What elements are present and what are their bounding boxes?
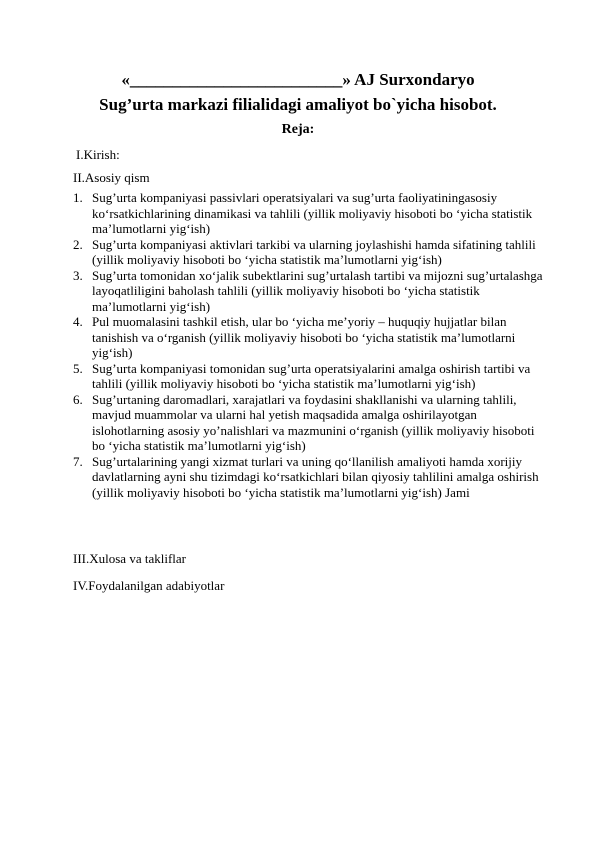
list-item	[73, 454, 543, 501]
list-item-number: 6.	[73, 391, 83, 407]
list-item-text: Sug’urta kompaniyasi tomonidan sug’urta operatsiyalarini amalga oshirish tartibi va tahlili (yillik moliyaviy hisoboti bo ‘yicha statistik ma’lumotlarni yig‘ish)	[92, 360, 531, 391]
section-conclusion: III.Xulosa va takliflar	[73, 551, 186, 566]
list-item	[73, 268, 543, 315]
list-item-number: 1.	[73, 190, 83, 205]
list-item-number: 3.	[73, 267, 83, 283]
list-item	[73, 392, 543, 454]
list-item-text: Pul muomalasini tashkil etish, ular bo ‘yicha me’yoriy – huquqiy hujjatlar bilan tanishish va o‘rganish (yillik moliyaviy hisoboti bo ‘yicha statistik ma’lumotlarni yig‘ish)	[92, 314, 516, 360]
list-item-text: Sug’urta kompaniyasi aktivlari tarkibi va ularning joylashishi hamda sifatining tahlili (yillik moliyaviy hisoboti bo ‘yicha statistik ma’lumotlarni yig‘ish)	[92, 236, 536, 267]
list-item	[73, 190, 543, 237]
section-intro: I.Kirish:	[76, 147, 120, 162]
section-references: IV.Foydalanilgan adabiyotlar	[73, 578, 225, 593]
list-item-text: Sug’urta kompaniyasi passivlari operatsiyalari va sug’urta faoliyatiningasosiy ko‘rsatkichlarining dinamikasi va tahlili (yillik moliyaviy hisoboti bo ‘yicha statistik ma’lumotlarni yig‘ish)	[92, 190, 533, 236]
list-item-number: 7.	[73, 453, 83, 469]
list-item-number: 4.	[73, 314, 83, 329]
section-main: II.Asosiy qism	[73, 170, 150, 185]
list-item	[73, 314, 543, 361]
list-item	[73, 237, 543, 268]
plan-heading: Reja:	[281, 122, 315, 137]
list-item-number: 2.	[73, 236, 83, 252]
list-item-text: Sug’urtaning daromadlari, xarajatlari va foydasini shakllanishi va ularning tahlili, mavjud muammolar va ularni hal yetish maqsadida amalga oshirilayotgan islohotlarning asosiy yo’nalishlari va mazmunini o‘rganish (yillik moliyaviy hisoboti bo ‘yicha statistik ma’lumotlarni yig‘ish)	[92, 391, 535, 453]
list-item-text: Sug’urta tomonidan xo‘jalik subektlarini sug’urtalash tartibi va mijozni sug’urtalashga layoqatliligini baholash tahlili (yillik moliyaviy hisoboti bo ‘yicha statistik ma’lumotlarni yig‘ish)	[92, 267, 543, 314]
plan-item-list	[73, 190, 543, 500]
report-title-line2: Sug’urta markazi filialidagi amaliyot bo`yicha hisobot.	[99, 95, 497, 114]
report-title-line1: «_________________________» AJ Surxondaryo	[121, 70, 475, 89]
list-item-text: Sug’urtalarining yangi xizmat turlari va uning qo‘llanilish amaliyoti hamda xorijiy davlatlarning ayni shu tizimdagi ko‘rsatkichlari bilan qiyosiy tahlilini amalga oshirish (yillik moliyaviy hisoboti bo ‘yicha statistik ma’lumotlarni yig‘ish) Jami	[92, 453, 539, 500]
list-item	[73, 361, 543, 392]
list-item-number: 5.	[73, 360, 83, 376]
